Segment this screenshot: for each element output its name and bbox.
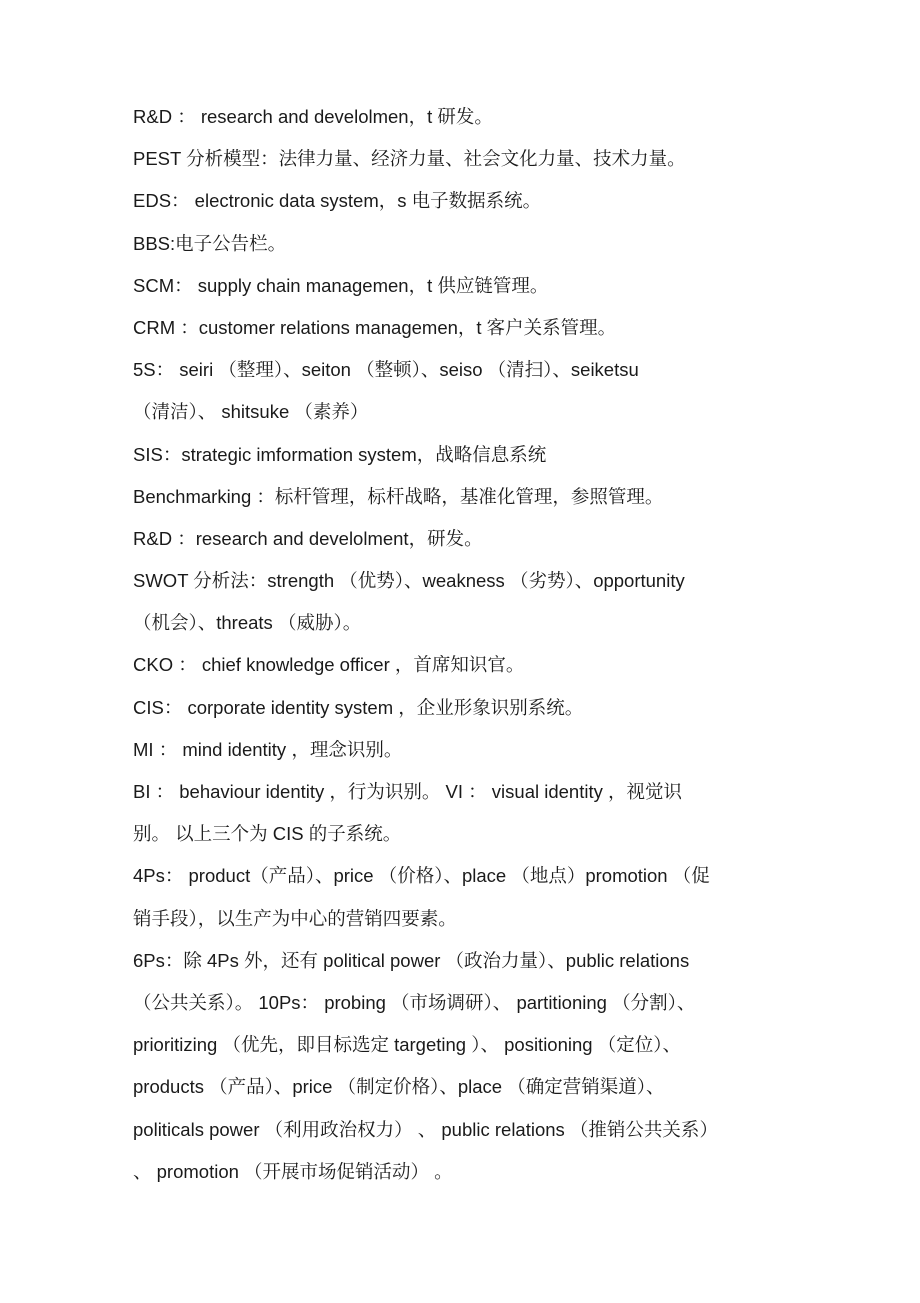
- text-line: EDS： electronic data system，s 电子数据系统。: [133, 190, 542, 212]
- text-line: SIS：strategic imformation system，战略信息系统: [133, 443, 547, 465]
- text-line: 、 promotion （开展市场促销活动） 。: [133, 1160, 453, 1182]
- text-line: MI ： mind identity ，理念识别。: [133, 738, 403, 760]
- text-line: （机会）、threats （威胁）。: [133, 612, 362, 634]
- text-line: politicals power （利用政治权力） 、 public relations （推销公共关系）: [133, 1118, 718, 1140]
- document-body: [133, 96, 793, 1193]
- text-line: products （产品）、price （制定价格）、place （确定营销渠道）、: [133, 1076, 665, 1098]
- text-line: BBS:电子公告栏。: [133, 232, 287, 254]
- text-line: BI ： behaviour identity ，行为识别。 VI ： visual identity ，视觉识: [133, 781, 683, 802]
- text-line: 4Ps： product（产品）、price （价格）、place （地点）promotion （促: [133, 865, 710, 887]
- text-line: （清洁）、 shitsuke （素养）: [133, 401, 369, 423]
- text-line: SCM： supply chain managemen，t 供应链管理。: [133, 274, 549, 296]
- text-line: SWOT 分析法：strength （优势）、weakness （劣势）、opportunity: [133, 570, 685, 592]
- text-line: PEST 分析模型：法律力量、经济力量、社会文化力量、技术力量。: [133, 148, 686, 170]
- text-line: R&D ：research and develolment，研发。: [133, 527, 483, 549]
- text-line: CRM ：customer relations managemen，t 客户关系管理。: [133, 316, 617, 338]
- text-line: R&D ： research and develolmen，t 研发。: [133, 106, 493, 127]
- text-line: prioritizing （优先，即目标选定 targeting ）、 positioning （定位）、: [133, 1034, 681, 1056]
- text-line: 别。 以上三个为 CIS 的子系统。: [133, 823, 402, 845]
- text-line: （公共关系）。 10Ps： probing （市场调研）、 partitioning （分割）、: [133, 991, 696, 1013]
- text-line: Benchmarking ：标杆管理，标杆战略，基准化管理，参照管理。: [133, 485, 664, 507]
- text-line: 6Ps：除 4Ps 外，还有 political power （政治力量）、public relations: [133, 949, 690, 971]
- text-line: 销手段），以生产为中心的营销四要素。: [133, 907, 457, 929]
- text-line: 5S： seiri （整理）、seiton （整顿）、seiso （清扫）、seiketsu: [133, 359, 639, 381]
- text-line: CIS： corporate identity system ，企业形象识别系统。: [133, 696, 584, 718]
- text-line: CKO ： chief knowledge officer ，首席知识官。: [133, 654, 525, 676]
